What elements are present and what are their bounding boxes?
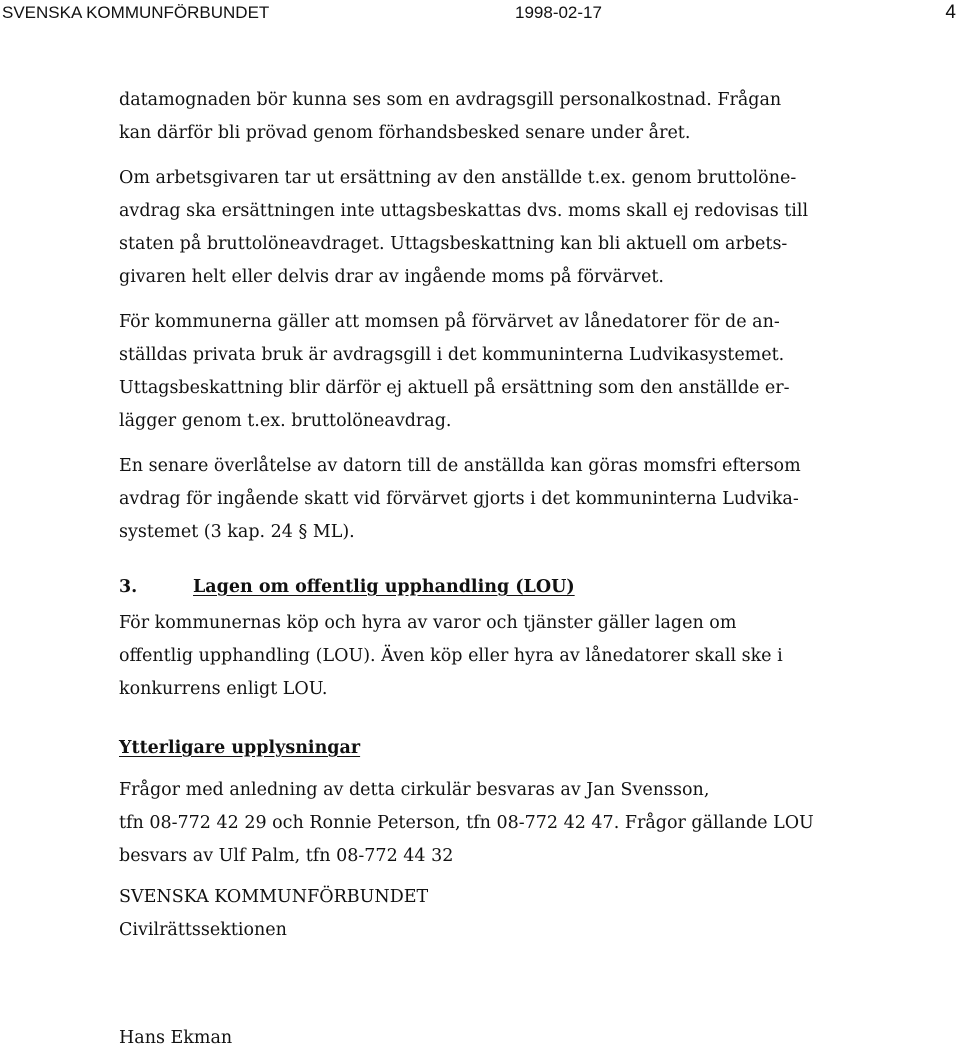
text-line: avdrag ska ersättningen inte uttagsbeskattas dvs. moms skall ej redovisas till [119, 201, 809, 221]
section-title: Lagen om offentlig upphandling (LOU) [193, 577, 575, 597]
text-line: besvars av Ulf Palm, tfn 08-772 44 32 [119, 846, 454, 866]
text-line: För kommunernas köp och hyra av varor och tjänster gäller lagen om [119, 613, 737, 633]
header-organization: SVENSKA KOMMUNFÖRBUNDET [2, 3, 270, 22]
text-line: staten på bruttolöneavdraget. Uttagsbeskattning kan bli aktuell om arbets- [119, 234, 788, 254]
text-line: offentlig upphandling (LOU). Även köp eller hyra av lånedatorer skall ske i [119, 646, 783, 666]
further-info-body [119, 774, 919, 873]
paragraph-1 [119, 84, 919, 150]
header-date: 1998-02-17 [515, 3, 602, 22]
text-line: datamognaden bör kunna ses som en avdragsgill personalkostnad. Frågan [119, 90, 782, 110]
closing-block [119, 881, 919, 947]
section-heading [119, 571, 919, 604]
document-body [119, 84, 919, 947]
text-line: givaren helt eller delvis drar av ingående moms på förvärvet. [119, 267, 664, 287]
signer-name: Hans Ekman [119, 1028, 233, 1048]
text-line: För kommunerna gäller att momsen på förvärvet av lånedatorer för de an- [119, 312, 780, 332]
paragraph-4 [119, 450, 919, 549]
paragraph-3 [119, 306, 919, 438]
page-number: 4 [945, 2, 956, 23]
page-header [0, 3, 960, 27]
text-line: systemet (3 kap. 24 § ML). [119, 522, 355, 542]
text-line: ställdas privata bruk är avdragsgill i det kommuninterna Ludvikasystemet. [119, 345, 785, 365]
text-line: Frågor med anledning av detta cirkulär besvaras av Jan Svensson, [119, 780, 710, 800]
text-line: avdrag för ingående skatt vid förvärvet gjorts i det kommuninterna Ludvika- [119, 489, 799, 509]
text-line: tfn 08-772 42 29 och Ronnie Peterson, tfn 08-772 42 47. Frågor gällande LOU [119, 813, 814, 833]
text-line: Uttagsbeskattning blir därför ej aktuell på ersättning som den anställde er- [119, 378, 790, 398]
section-3-body [119, 607, 919, 706]
closing-department: Civilrättssektionen [119, 920, 287, 940]
text-line: lägger genom t.ex. bruttolöneavdrag. [119, 411, 452, 431]
paragraph-2 [119, 162, 919, 294]
text-line: En senare överlåtelse av datorn till de anställda kan göras momsfri eftersom [119, 456, 801, 476]
closing-organization: SVENSKA KOMMUNFÖRBUNDET [119, 887, 429, 907]
further-info-heading: Ytterligare upplysningar [119, 738, 361, 758]
section-number: 3. [119, 577, 138, 597]
text-line: konkurrens enligt LOU. [119, 679, 328, 699]
text-line: Om arbetsgivaren tar ut ersättning av den anställde t.ex. genom bruttolöne- [119, 168, 797, 188]
text-line: kan därför bli prövad genom förhandsbesked senare under året. [119, 123, 691, 143]
